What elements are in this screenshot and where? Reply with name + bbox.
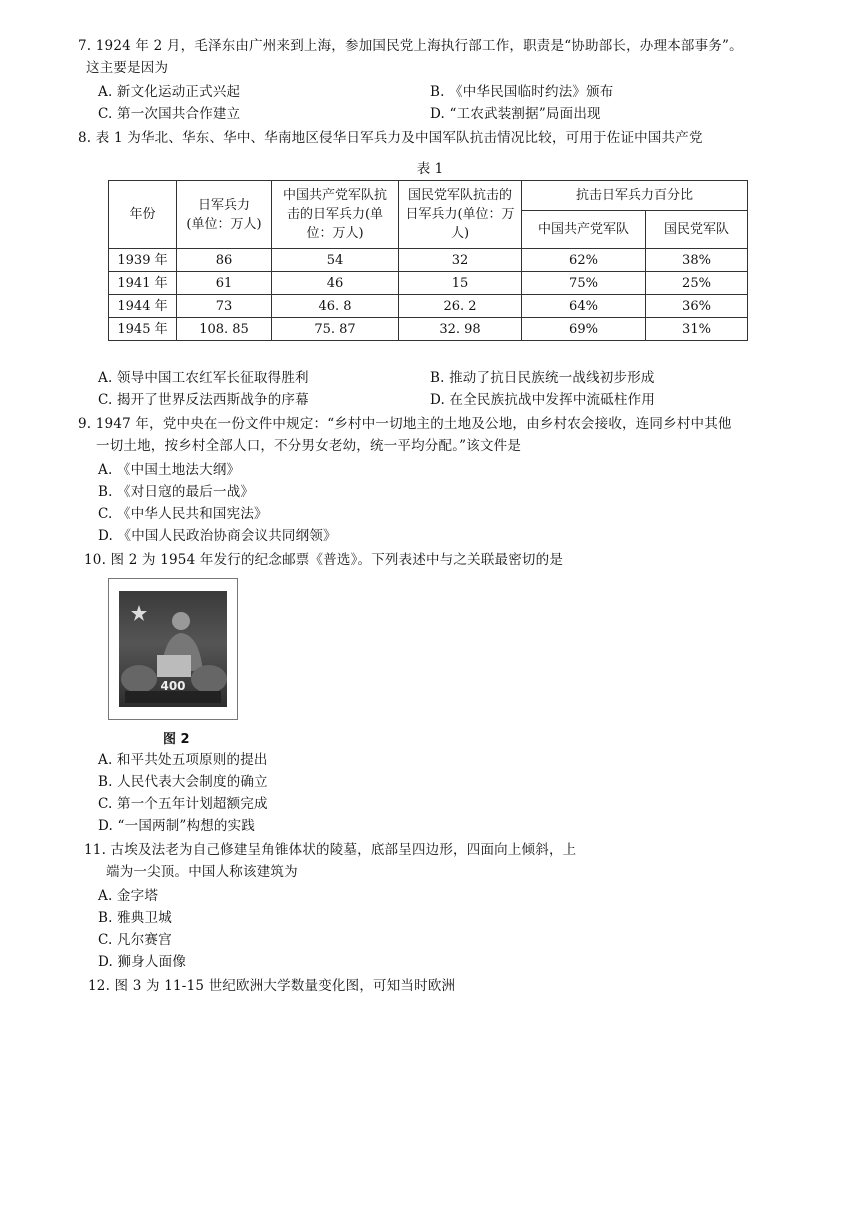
header-percentage: 抗击日军兵力百分比: [522, 181, 748, 211]
q11-option-b[interactable]: B. 雅典卫城: [98, 910, 172, 926]
cell-jp: 73: [177, 295, 272, 318]
q12-stem: 12. 图 3 为 11-15 世纪欧洲大学数量变化图，可知当时欧洲: [88, 978, 456, 994]
table-row: [109, 295, 748, 318]
data-table: [108, 180, 748, 341]
q9-stem-line1: 9. 1947 年，党中央在一份文件中规定：“乡村中一切地主的土地及公地，由乡村农会接收，连同乡村中其他: [78, 416, 732, 432]
q7-option-d[interactable]: D. “工农武装割据”局面出现: [430, 106, 601, 122]
flowers-left: [121, 665, 157, 693]
cell-pct-kmt: 36%: [646, 295, 748, 318]
cell-pct-ccp: 62%: [522, 249, 646, 272]
cell-pct-kmt: 38%: [646, 249, 748, 272]
q11-option-c[interactable]: C. 凡尔赛宫: [98, 932, 172, 948]
q10-stem: 10. 图 2 为 1954 年发行的纪念邮票《普选》。下列表述中与之关联最密切的是: [84, 552, 564, 568]
figure-2-label: 图 2: [163, 732, 190, 747]
header-jp-line1: 日军兵力: [197, 197, 250, 213]
q8-option-b[interactable]: B. 推动了抗日民族统一战线初步形成: [430, 370, 655, 386]
stamp-value: 400: [160, 679, 186, 693]
cell-year: 1944 年: [109, 295, 177, 318]
cell-year: 1945 年: [109, 318, 177, 341]
stamp-picture: [119, 591, 227, 707]
q11-stem-line1: 11. 古埃及法老为自己修建呈角锥体状的陵墓，底部呈四边形，四面向上倾斜，上: [84, 842, 577, 858]
cell-jp: 108. 85: [177, 318, 272, 341]
cell-ccp: 54: [272, 249, 399, 272]
q10-option-b[interactable]: B. 人民代表大会制度的确立: [98, 774, 268, 790]
q7-stem-line2: 这主要是因为: [86, 60, 169, 76]
q11-option-a[interactable]: A. 金字塔: [98, 888, 159, 904]
header-pct-ccp: 中国共产党军队: [522, 211, 646, 249]
q10-option-d[interactable]: D. “一国两制”构想的实践: [98, 818, 256, 834]
flowers-right: [191, 665, 227, 693]
q9-option-b[interactable]: B. 《对日寇的最后一战》: [98, 484, 255, 500]
header-ccp-line1: 中国共产党军队抗: [282, 188, 387, 203]
header-kmt-line1: 国民党军队抗击的: [407, 188, 512, 203]
cell-pct-ccp: 69%: [522, 318, 646, 341]
table-row: [109, 318, 748, 341]
header-pct-kmt: 国民党军队: [646, 211, 748, 249]
q7-stem-line1: 7. 1924 年 2 月，毛泽东由广州来到上海，参加国民党上海执行部工作，职责是“协助部长，办理本部事务”。: [78, 38, 743, 54]
cell-jp: 61: [177, 272, 272, 295]
cell-kmt: 15: [399, 272, 522, 295]
cell-pct-ccp: 75%: [522, 272, 646, 295]
q9-option-c[interactable]: C. 《中华人民共和国宪法》: [98, 506, 268, 522]
header-kmt-force: [399, 181, 522, 249]
cell-ccp: 46. 8: [272, 295, 399, 318]
table-row: [109, 272, 748, 295]
q7-option-b[interactable]: B. 《中华民国临时约法》颁布: [430, 84, 614, 100]
q8-option-d[interactable]: D. 在全民族抗战中发挥中流砥柱作用: [430, 392, 656, 408]
header-jp-line2: (单位：万人): [186, 216, 262, 232]
header-year: 年份: [109, 181, 177, 249]
q8-option-a[interactable]: A. 领导中国工农红军长征取得胜利: [98, 370, 309, 386]
q11-stem-line2: 端为一尖顶。中国人称该建筑为: [106, 864, 298, 880]
cell-ccp: 46: [272, 272, 399, 295]
cell-pct-kmt: 31%: [646, 318, 748, 341]
header-kmt-line3: 人): [450, 226, 470, 241]
cell-year: 1941 年: [109, 272, 177, 295]
q8-option-c[interactable]: C. 揭开了世界反法西斯战争的序幕: [98, 392, 309, 408]
table-row: [109, 249, 748, 272]
cell-jp: 86: [177, 249, 272, 272]
header-ccp-line2: 击的日军兵力(单: [286, 207, 384, 222]
q9-stem-line2: 一切土地，按乡村全部人口，不分男女老幼，统一平均分配。”该文件是: [96, 438, 522, 454]
ballot-box: [157, 655, 191, 677]
voter-head: [172, 612, 190, 630]
q9-option-a[interactable]: A. 《中国土地法大纲》: [98, 462, 241, 478]
header-ccp-line3: 位：万人): [306, 226, 364, 241]
header-kmt-line2: 日军兵力(单位：万: [405, 207, 515, 222]
cell-ccp: 75. 87: [272, 318, 399, 341]
stamp-image: [108, 578, 238, 720]
header-ccp-force: [272, 181, 399, 249]
header-jp-force: [177, 181, 272, 249]
cell-kmt: 26. 2: [399, 295, 522, 318]
cell-pct-kmt: 25%: [646, 272, 748, 295]
q10-option-a[interactable]: A. 和平共处五项原则的提出: [98, 752, 268, 768]
q7-option-a[interactable]: A. 新文化运动正式兴起: [98, 84, 241, 100]
q10-option-c[interactable]: C. 第一个五年计划超额完成: [98, 796, 268, 812]
cell-kmt: 32. 98: [399, 318, 522, 341]
q8-stem-line1: 8. 表 1 为华北、华东、华中、华南地区侵华日军兵力及中国军队抗击情况比较，可用于佐证中国共产党: [78, 130, 703, 146]
star-icon: [131, 605, 147, 621]
cell-pct-ccp: 64%: [522, 295, 646, 318]
q11-option-d[interactable]: D. 狮身人面像: [98, 954, 187, 970]
q7-option-c[interactable]: C. 第一次国共合作建立: [98, 106, 241, 122]
stamp-illustration: [119, 591, 227, 707]
q9-option-d[interactable]: D. 《中国人民政治协商会议共同纲领》: [98, 528, 337, 544]
table-caption: 表 1: [416, 161, 444, 177]
cell-kmt: 32: [399, 249, 522, 272]
cell-year: 1939 年: [109, 249, 177, 272]
